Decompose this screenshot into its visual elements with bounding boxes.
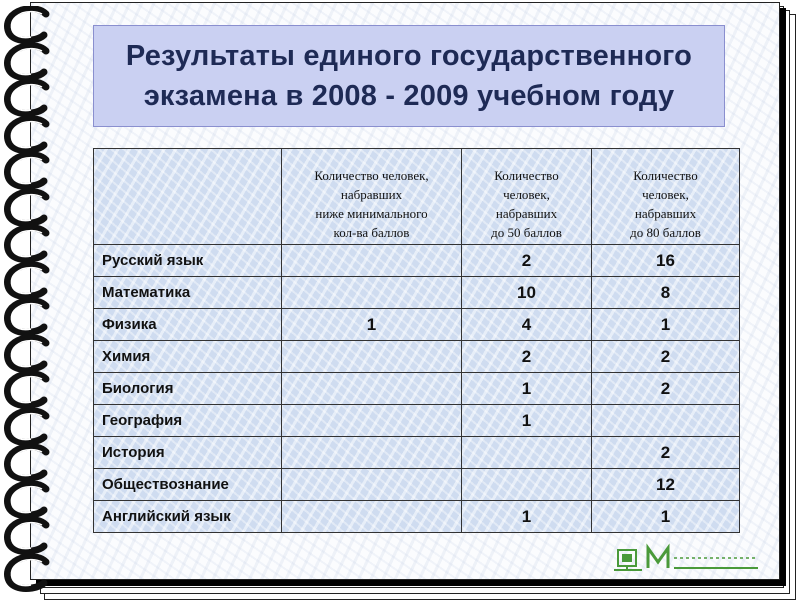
table-row xyxy=(94,309,740,341)
column-header-line: Количество xyxy=(494,168,559,183)
subject-cell: Обществознание xyxy=(94,469,282,501)
spiral-binding-ring-icon xyxy=(2,43,50,83)
value-cell-up-to-80: 2 xyxy=(592,373,740,405)
spiral-binding-ring-icon xyxy=(2,298,50,338)
value-cell-below-min xyxy=(282,501,462,533)
slide-title-line-1: Результаты единого государственного xyxy=(125,40,693,72)
column-header-line: человек, xyxy=(642,187,689,202)
value-cell-up-to-50 xyxy=(462,437,592,469)
value-cell-up-to-50: 1 xyxy=(462,373,592,405)
column-header-line: набравших xyxy=(340,187,403,202)
value-cell-up-to-50: 1 xyxy=(462,501,592,533)
value-cell-below-min xyxy=(282,341,462,373)
spiral-binding-ring-icon xyxy=(2,371,50,411)
column-header-line: Количество человек, xyxy=(314,168,429,183)
table-row xyxy=(94,245,740,277)
column-header-line: набравших xyxy=(495,206,558,221)
column-header-line: Количество xyxy=(633,168,698,183)
spiral-binding-ring-icon xyxy=(2,335,50,375)
value-cell-up-to-80: 8 xyxy=(592,277,740,309)
exam-results-table xyxy=(93,148,740,533)
spiral-binding-ring-icon xyxy=(2,481,50,521)
column-header-line: до 80 баллов xyxy=(630,225,701,240)
table-header-row xyxy=(94,149,740,245)
value-cell-up-to-50: 2 xyxy=(462,341,592,373)
value-cell-below-min xyxy=(282,277,462,309)
value-cell-up-to-80: 16 xyxy=(592,245,740,277)
slide-footer-logo-icon xyxy=(612,540,762,574)
value-cell-below-min xyxy=(282,245,462,277)
spiral-binding-ring-icon xyxy=(2,152,50,192)
value-cell-up-to-80: 1 xyxy=(592,309,740,341)
subject-cell: Русский язык xyxy=(94,245,282,277)
table-row xyxy=(94,341,740,373)
value-cell-up-to-50: 4 xyxy=(462,309,592,341)
table-row xyxy=(94,373,740,405)
spiral-binding-ring-icon xyxy=(2,262,50,302)
table-row xyxy=(94,277,740,309)
spiral-binding-ring-icon xyxy=(2,189,50,229)
column-header-line: до 50 баллов xyxy=(491,225,562,240)
spiral-binding-ring-icon xyxy=(2,225,50,265)
column-header-line: ниже минимального xyxy=(315,206,428,221)
spiral-binding xyxy=(0,0,60,600)
value-cell-below-min xyxy=(282,437,462,469)
slide-title-line-2: экзамена в 2008 - 2009 учебном году xyxy=(143,80,675,112)
slide-title-box xyxy=(93,25,725,127)
value-cell-up-to-80: 2 xyxy=(592,341,740,373)
spiral-binding-ring-icon xyxy=(2,554,50,594)
value-cell-below-min xyxy=(282,469,462,501)
value-cell-up-to-50: 10 xyxy=(462,277,592,309)
column-header-0 xyxy=(94,149,282,245)
column-header-line: набравших xyxy=(634,206,697,221)
subject-cell: Химия xyxy=(94,341,282,373)
spiral-binding-ring-icon xyxy=(2,79,50,119)
value-cell-below-min: 1 xyxy=(282,309,462,341)
value-cell-up-to-50: 1 xyxy=(462,405,592,437)
column-header-2 xyxy=(462,149,592,245)
table-row xyxy=(94,469,740,501)
spiral-binding-ring-icon xyxy=(2,444,50,484)
table-row xyxy=(94,437,740,469)
value-cell-up-to-80: 1 xyxy=(592,501,740,533)
subject-cell: История xyxy=(94,437,282,469)
table-row xyxy=(94,501,740,533)
spiral-binding-ring-icon xyxy=(2,6,50,46)
subject-cell: Биология xyxy=(94,373,282,405)
spiral-binding-ring-icon xyxy=(2,408,50,448)
subject-cell: География xyxy=(94,405,282,437)
value-cell-up-to-50 xyxy=(462,469,592,501)
column-header-3 xyxy=(592,149,740,245)
spiral-binding-ring-icon xyxy=(2,116,50,156)
value-cell-below-min xyxy=(282,373,462,405)
value-cell-up-to-80: 12 xyxy=(592,469,740,501)
subject-cell: Английский язык xyxy=(94,501,282,533)
column-header-line: человек, xyxy=(503,187,550,202)
table-row xyxy=(94,405,740,437)
subject-cell: Математика xyxy=(94,277,282,309)
spiral-binding-ring-icon xyxy=(2,517,50,557)
value-cell-up-to-50: 2 xyxy=(462,245,592,277)
value-cell-up-to-80: 2 xyxy=(592,437,740,469)
subject-cell: Физика xyxy=(94,309,282,341)
column-header-line: кол-ва баллов xyxy=(333,225,410,240)
value-cell-up-to-80 xyxy=(592,405,740,437)
column-header-1 xyxy=(282,149,462,245)
value-cell-below-min xyxy=(282,405,462,437)
